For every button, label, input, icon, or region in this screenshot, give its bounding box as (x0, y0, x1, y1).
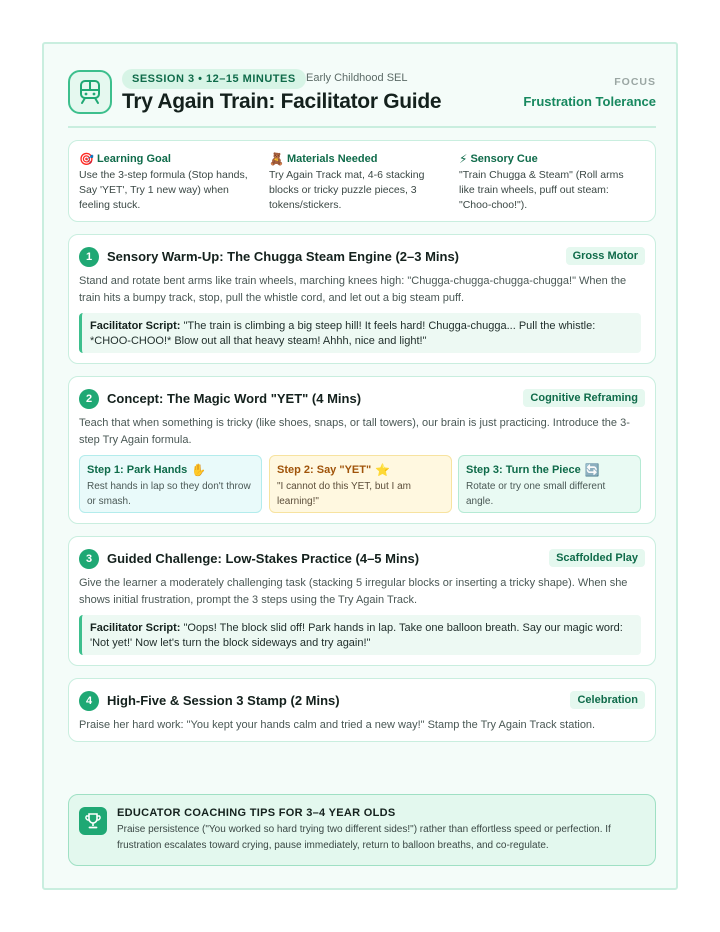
session-badge: SESSION 3 • 12–15 MINUTES (122, 69, 306, 89)
guide-page (42, 42, 678, 890)
raised-hand-icon: ✋ (191, 463, 207, 477)
sensory-cue (459, 151, 637, 213)
step-title: Step 3: Turn the Piece (466, 464, 581, 476)
section-tag: Scaffolded Play (549, 549, 645, 567)
facilitator-script (79, 313, 641, 353)
tips-title: EDUCATOR COACHING TIPS FOR 3–4 YEAR OLDS (117, 807, 396, 819)
script-label: Facilitator Script: (90, 320, 181, 332)
tips-text: Praise persistence ("You worked so hard trying two different sides!") rather than effortless speed or perfection. If frustration escalates toward crying, pause immediately, return to balloon breaths, and co-regulate. (117, 824, 611, 851)
try-again-steps (79, 455, 641, 513)
sensory-cue-heading: Sensory Cue (470, 153, 538, 165)
section-warm-up (68, 234, 656, 364)
section-description: Stand and rotate bent arms like train wheels, marching knees high: "Chugga-chugga-chugga-chugga!" When the train hits a bumpy track, stop, pull the whistle cord, and let out a big steam puff. (79, 275, 627, 304)
materials-needed (269, 151, 447, 213)
section-concept (68, 376, 656, 524)
section-tag: Gross Motor (566, 247, 645, 265)
program-subtag: Early Childhood SEL (306, 72, 408, 84)
page-header (68, 68, 656, 128)
teddy-bear-icon: 🧸 (269, 152, 284, 166)
lightning-icon: ⚡ (459, 152, 468, 166)
step-body: "I cannot do this YET, but I am learning!" (277, 481, 411, 507)
section-title: High-Five & Session 3 Stamp (2 Mins) (107, 693, 340, 708)
section-title: Guided Challenge: Low-Stakes Practice (4–5 Mins) (107, 551, 420, 566)
section-number: 3 (79, 549, 99, 569)
trophy-icon (79, 807, 107, 835)
train-icon (68, 70, 112, 114)
script-text: "The train is climbing a big steep hill! It feels hard! Chugga-chugga... Pull the whistle: *CHOO-CHOO!* Blow out all that heavy steam! Ahhh, nice and light!" (90, 320, 596, 347)
section-description: Give the learner a moderately challenging task (stacking 5 irregular blocks or inserting a tricky shape). When she shows initial frustration, prompt the 3 steps using the Try Again Track. (79, 577, 628, 606)
materials-heading: Materials Needed (286, 153, 378, 165)
section-tag: Celebration (570, 691, 645, 709)
step-turn-piece (458, 455, 641, 513)
section-title: Concept: The Magic Word "YET" (4 Mins) (107, 391, 362, 406)
header-divider (68, 126, 656, 128)
step-say-yet (269, 455, 452, 513)
overview-box (68, 140, 656, 222)
section-high-five (68, 678, 656, 742)
coaching-tips (68, 794, 656, 866)
step-body: Rest hands in lap so they don't throw or smash. (87, 481, 251, 507)
target-icon: 🎯 (79, 152, 94, 166)
sensory-cue-text: "Train Chugga & Steam" (Roll arms like train wheels, puff out steam: "Choo-choo!"). (459, 169, 624, 211)
section-title: Sensory Warm-Up: The Chugga Steam Engine (2–3 Mins) (107, 249, 460, 264)
step-title: Step 1: Park Hands (87, 464, 188, 476)
script-text: "Oops! The block slid off! Park hands in lap. Take one balloon breath. Say our magic word: 'Not yet!' Now let's turn the block sideways and try again!" (90, 622, 623, 649)
section-number: 2 (79, 389, 99, 409)
script-label: Facilitator Script: (90, 622, 181, 634)
section-tag: Cognitive Reframing (523, 389, 645, 407)
learning-goal (79, 151, 257, 213)
step-title: Step 2: Say "YET" (277, 464, 372, 476)
star-icon: ⭐ (375, 463, 391, 477)
learning-goal-text: Use the 3-step formula (Stop hands, Say 'YET', Try 1 new way) when feeling stuck. (79, 169, 248, 211)
section-number: 4 (79, 691, 99, 711)
learning-goal-heading: Learning Goal (96, 153, 171, 165)
focus-label: FOCUS (614, 76, 656, 88)
facilitator-script (79, 615, 641, 655)
page-title: Try Again Train: Facilitator Guide (122, 90, 442, 113)
step-body: Rotate or try one small different angle. (466, 481, 606, 507)
section-description: Teach that when something is tricky (like shoes, snaps, or tall towers), our brain is just practicing. Introduce the 3-step Try Again formula. (79, 417, 630, 446)
section-description: Praise her hard work: "You kept your hands calm and tried a new way!" Stamp the Try Again Track station. (79, 719, 596, 731)
materials-text: Try Again Track mat, 4-6 stacking blocks or tricky puzzle pieces, 3 tokens/stickers. (269, 169, 425, 211)
section-number: 1 (79, 247, 99, 267)
section-guided-challenge (68, 536, 656, 666)
rotate-icon: 🔄 (584, 463, 600, 477)
focus-value: Frustration Tolerance (523, 94, 656, 109)
step-park-hands (79, 455, 262, 513)
